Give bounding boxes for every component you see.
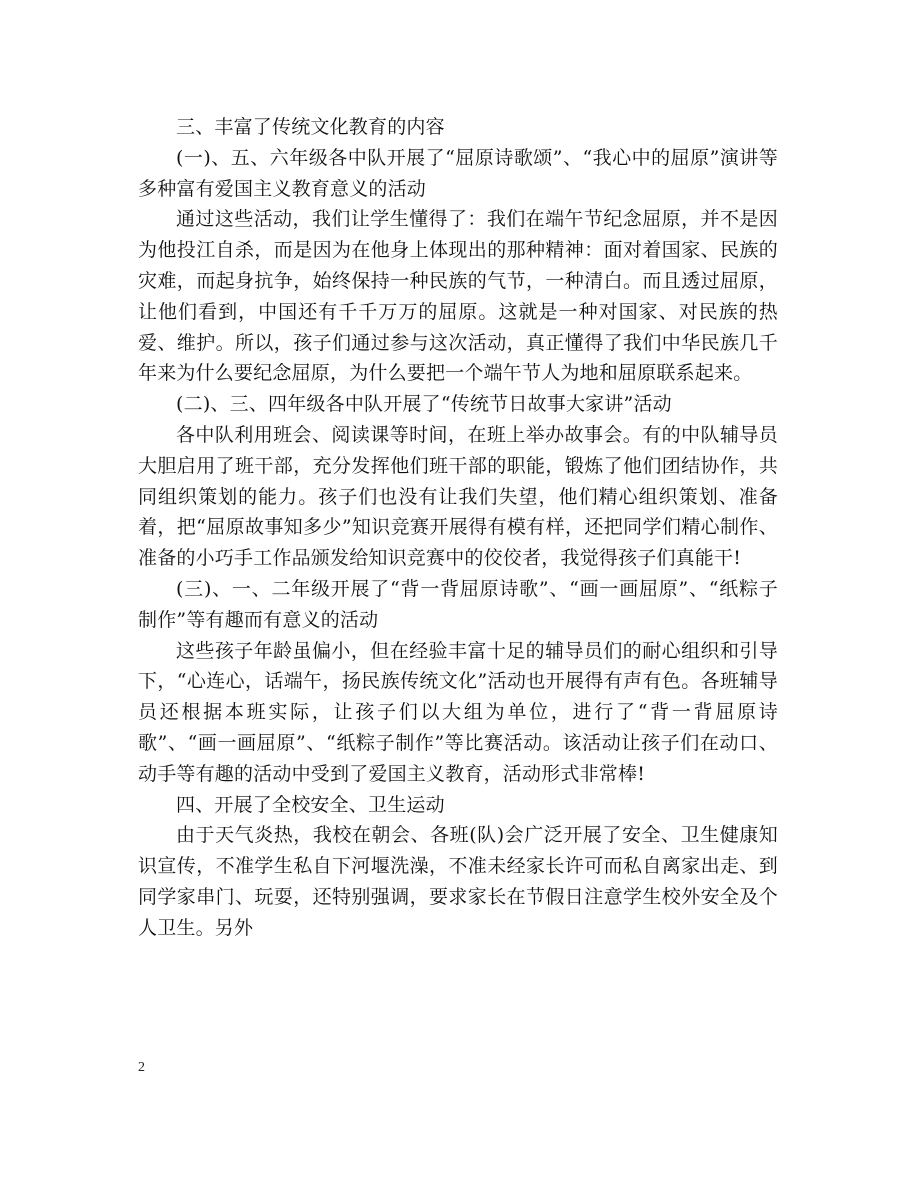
section-heading-3: 三、丰富了传统文化教育的内容 — [176, 116, 445, 138]
document-body — [138, 112, 778, 944]
section-heading-4: 四、开展了全校安全、卫生运动 — [176, 793, 445, 816]
subsection-heading-1: (一)、五、六年级各中队开展了“屈原诗歌颂”、“我心中的屈原”演讲等多种富有爱国主义教育意义的活动 — [138, 146, 778, 200]
subsection-heading-3: (三)、一、二年级开展了“背一背屈原诗歌”、“画一画屈原”、“纸粽子制作”等有趣而有意义的活动 — [138, 577, 778, 631]
body-paragraph: 由于天气炎热，我校在朝会、各班(队)会广泛开展了安全、卫生健康知识宣传，不准学生私自下河堰洗澡，不准未经家长许可而私自离家出走、到同学家串门、玩耍，还特别强调，要求家长在节假日注意学生校外安全及个人卫生。另外 — [138, 824, 778, 939]
subsection-heading-2: (二)、三、四年级各中队开展了“传统节日故事大家讲”活动 — [176, 393, 672, 416]
body-paragraph: 这些孩子年龄虽偏小，但在经验丰富十足的辅导员们的耐心组织和引导下，“心连心，话端午，扬民族传统文化”活动也开展得有声有色。各班辅导员还根据本班实际，让孩子们以大组为单位，进行了“背一背屈原诗歌”、“画一画屈原”、“纸粽子制作”等比赛活动。该活动让孩子们在动口、动手等有趣的活动中受到了爱国主义教育，活动形式非常棒! — [138, 639, 778, 785]
page-number: 2 — [138, 1060, 145, 1075]
body-paragraph: 通过这些活动，我们让学生懂得了：我们在端午节纪念屈原，并不是因为他投江自杀，而是因为在他身上体现出的那种精神：面对着国家、民族的灾难，而起身抗争，始终保持一种民族的气节，一种清白。而且透过屈原，让他们看到，中国还有千千万万的屈原。这就是一种对国家、对民族的热爱、维护。所以，孩子们通过参与这次活动，真正懂得了我们中华民族几千年来为什么要纪念屈原，为什么要把一个端午节人为地和屈原联系起来。 — [138, 208, 778, 385]
body-paragraph: 各中队利用班会、阅读课等时间，在班上举办故事会。有的中队辅导员大胆启用了班干部，充分发挥他们班干部的职能，锻炼了他们团结协作，共同组织策划的能力。孩子们也没有让我们失望，他们精心组织策划、准备着，把“屈原故事知多少”知识竞赛开展得有模有样，还把同学们精心制作、准备的小巧手工作品颁发给知识竞赛中的佼佼者，我觉得孩子们真能干! — [138, 423, 778, 570]
